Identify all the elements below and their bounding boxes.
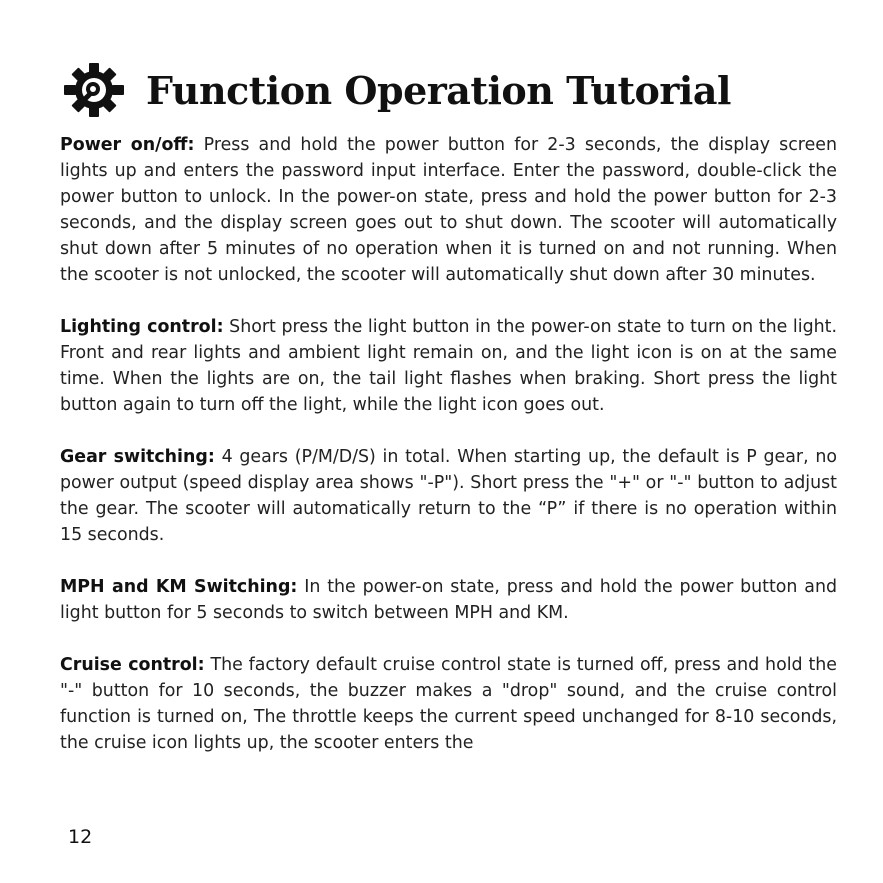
page-title: Function Operation Tutorial: [146, 67, 731, 113]
gear-wrench-icon: [60, 62, 128, 118]
section-body: 4 gears (P/M/D/S) in total. When starting up, the default is P gear, no power output (speed display area shows "-P"). Short press the "+" or "-" button to adjust the gear. The scooter will automatically return to the “P” if there is no operation within 15 seconds.: [60, 447, 838, 545]
page-header: [60, 62, 731, 118]
section-heading: MPH and KM Switching:: [60, 577, 298, 597]
page-number: 12: [68, 826, 93, 848]
section-body: Short press the light button in the power-on state to turn on the light. Front and rear lights and ambient light remain on, and the light icon is on at the same time. When the lights are on, the tail light flashes when braking. Short press the light button again to turn off the light, while the light icon goes out.: [60, 317, 837, 415]
section-heading: Lighting control:: [60, 317, 224, 337]
section-units: [60, 574, 837, 626]
section-power: [60, 132, 837, 288]
section-cruise: [60, 652, 837, 756]
section-body: Press and hold the power button for 2-3 seconds, the display screen lights up and enters the password input interface. Enter the password, double-click the power button to unlock. In the power-on state, press and hold the power button for 2-3 seconds, and the display screen goes out to shut down. The scooter will automatically shut down after 5 minutes of no operation when it is turned on and not running. When the scooter is not unlocked, the scooter will automatically shut down after 30 minutes.: [60, 135, 837, 285]
section-heading: Cruise control:: [60, 655, 205, 675]
section-lighting: [60, 314, 837, 418]
section-body: The factory default cruise control state is turned off, press and hold the "-" button for 10 seconds, the buzzer makes a "drop" sound, and the cruise control function is turned on, The throttle keeps the current speed unchanged for 8-10 seconds, the cruise icon lights up, the scooter enters the: [60, 655, 837, 753]
tutorial-content: [60, 132, 837, 782]
section-heading: Power on/off:: [60, 135, 195, 155]
section-heading: Gear switching:: [60, 447, 215, 467]
section-gear: [60, 444, 837, 548]
section-body: In the power-on state, press and hold the power button and light button for 5 seconds to switch between MPH and KM.: [60, 577, 838, 623]
